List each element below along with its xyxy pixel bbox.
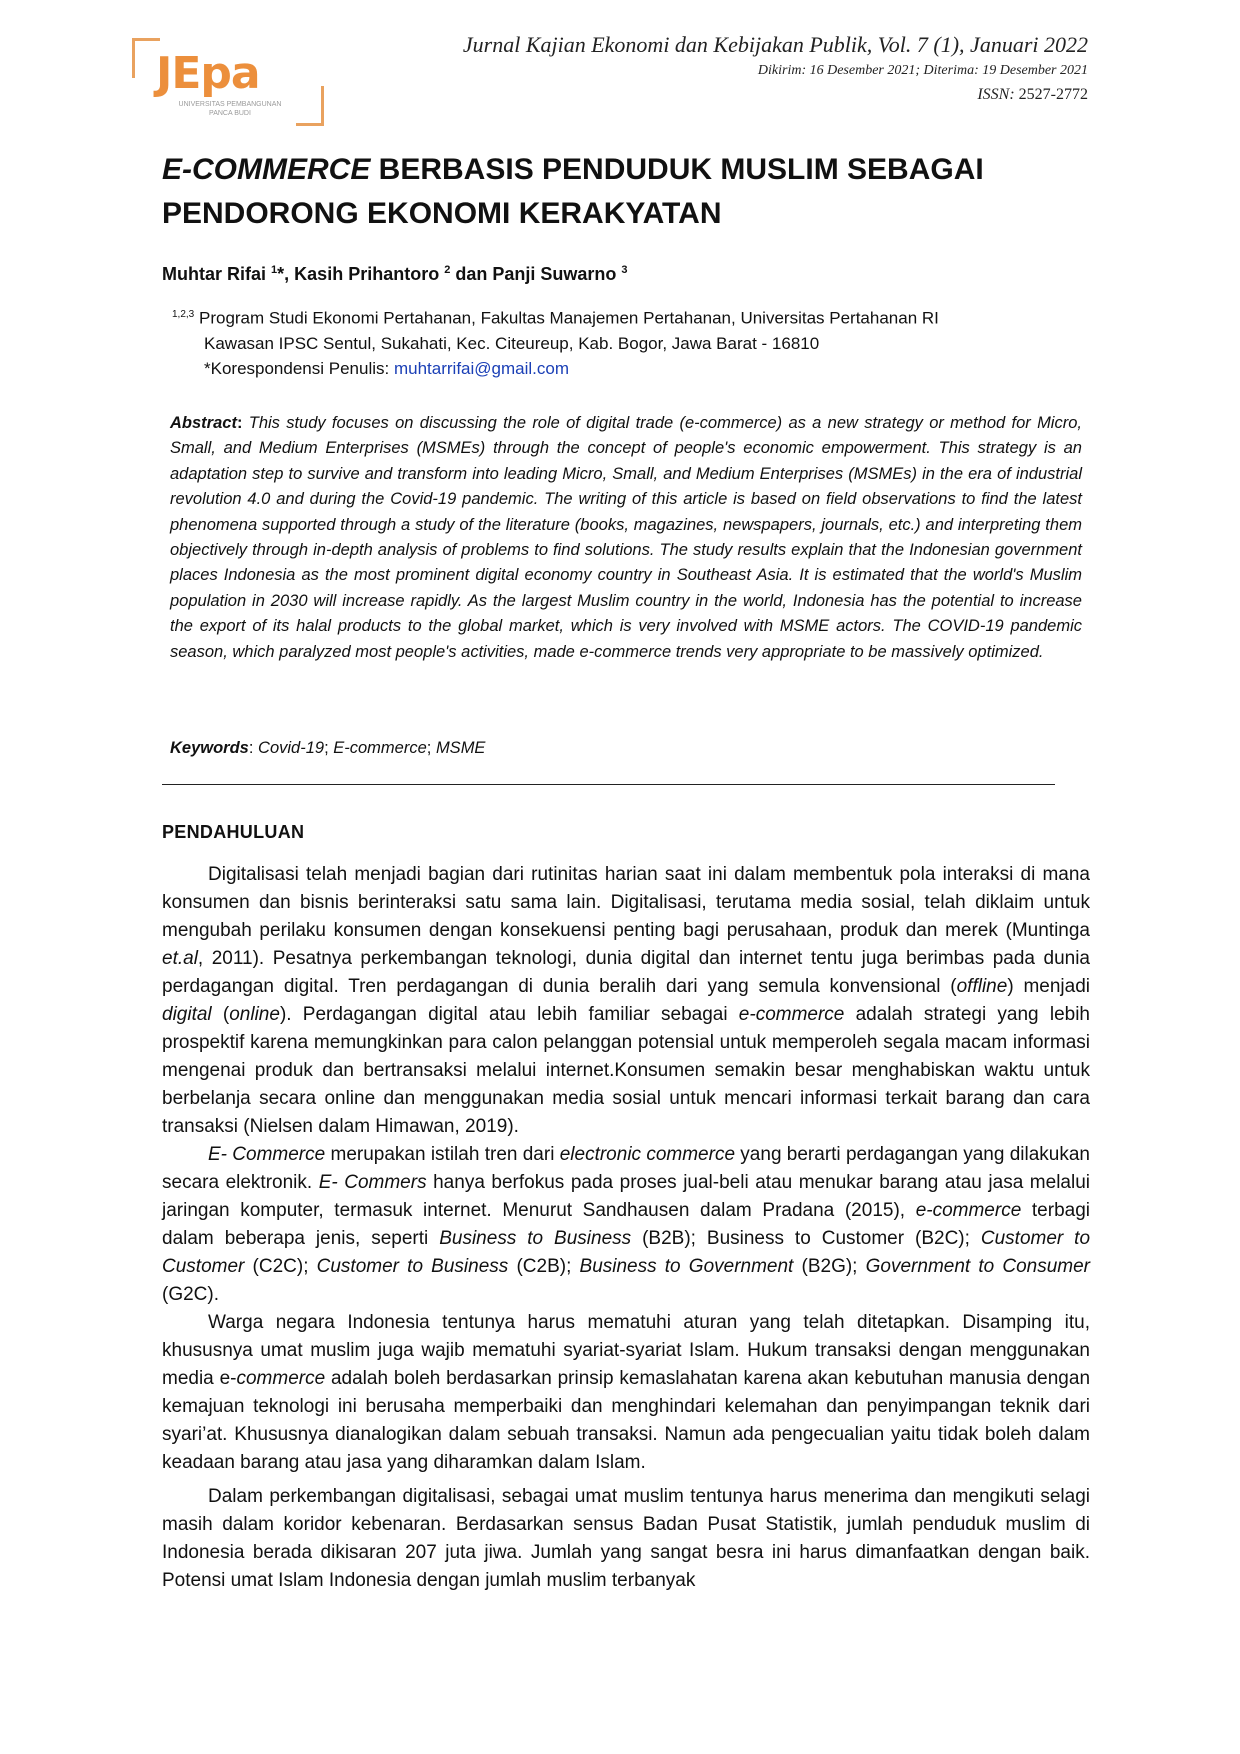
journal-logo: [132, 38, 324, 126]
correspondence-label: *Korespondensi Penulis:: [204, 358, 394, 378]
paragraph: [162, 1141, 1090, 1309]
article-title: [162, 148, 1090, 236]
issn: [977, 86, 1088, 104]
keyword: Covid-19: [258, 739, 325, 757]
italic-text-run: E- Commerce: [208, 1144, 326, 1165]
keyword: E-commerce: [333, 739, 427, 757]
keywords: Keywords: Covid-19; E-commerce; MSME: [170, 739, 486, 757]
italic-text-run: commerce: [236, 1368, 326, 1389]
text-run: ) menjadi: [1007, 976, 1090, 997]
text-run: (C2C);: [244, 1256, 317, 1277]
author-sup: 2: [444, 264, 451, 276]
abstract-label: Abstract: [170, 414, 237, 432]
italic-text-run: et.al: [162, 948, 198, 969]
logo-frame-right: [321, 86, 324, 126]
text-run: yang berarti perdagangan yang dilakukan secara elektronik.: [162, 1144, 1090, 1193]
text-run: (G2C).: [162, 1284, 219, 1305]
text-run: (: [211, 1004, 230, 1025]
text-run: (C2B);: [508, 1256, 580, 1277]
italic-text-run: electronic commerce: [559, 1144, 736, 1165]
author-list: [162, 264, 628, 285]
keyword: MSME: [435, 739, 486, 757]
paragraph: [162, 1483, 1090, 1595]
logo-wordmark: JEpa: [156, 48, 260, 99]
italic-text-run: online: [229, 1004, 280, 1025]
author-name: Muhtar Rifai: [162, 264, 267, 284]
italic-text-run: digital: [162, 1004, 212, 1025]
text-run: hanya berfokus pada proses jual-beli atau menukar barang atau jasa melalui jaringan komputer, termasuk internet. Menurut Sandhausen dalam Pradana (2015),: [162, 1172, 1090, 1221]
italic-text-run: offline: [956, 976, 1008, 997]
text-run: Dalam perkembangan digitalisasi, sebagai umat muslim tentunya harus menerima dan mengikuti selagi masih dalam koridor kebenaran. Berdasarkan sensus Badan Pusat Statistik, jumlah penduduk muslim di Indonesia berada dikisaran 207 juta jiwa. Jumlah yang sangat besra ini harus dimanfaatkan dengan baik. Potensi umat Islam Indonesia dengan jumlah muslim terbanyak: [162, 1486, 1090, 1591]
abstract: Abstract: This study focuses on discussing the role of digital trade (e-commerce) as a new strategy or method for Micro, Small, and Medium Enterprises (MSMEs) through the concept of people's economic empowerment. This strategy is an adaptation step to survive and transform into leading Micro, Small, and Medium Enterprises (MSMEs) in the era of industrial revolution 4.0 and during the Covid-19 pandemic. The writing of this article is based on field observations to find the latest phenomena supported through a study of the literature (books, magazines, newspapers, journals, etc.) and interpreting them objectively through in-depth analysis of problems to find solutions. The study results explain that the Indonesian government places Indonesia as the most prominent digital economy country in Southeast Asia. It is estimated that the world's Muslim population in 2030 will increase rapidly. As the largest Muslim country in the world, Indonesia has the potential to increase the export of its halal products to the global market, which is very involved with MSME actors. The COVID-19 pandemic season, which paralyzed most people's activities, made e-commerce trends very appropriate to be massively optimized.: [170, 414, 1082, 661]
issn-value: 2527-2772: [1018, 86, 1088, 103]
affiliation-block: [172, 302, 939, 381]
italic-text-run: Business to Government: [579, 1256, 794, 1277]
italic-text-run: e-commerce: [738, 1004, 845, 1025]
italic-text-run: e-commerce: [915, 1200, 1022, 1221]
text-run: Digitalisasi telah menjadi bagian dari rutinitas harian saat ini dalam membentuk pola interaksi di mana konsumen dan bisnis berinteraksi satu sama lain. Digitalisasi, terutama media sosial, telah diklaim untuk mengubah perilaku konsumen dengan konsekuensi penting bagi perusahaan, produk dan merek (Muntinga: [162, 864, 1090, 941]
affiliation-line: [172, 302, 939, 331]
abstract-text: This study focuses on discussing the role of digital trade (e-commerce) as a new strategy or method for Micro, Small, and Medium Enterprises (MSMEs) through the concept of people's economic empowerment. This strategy is an adaptation step to survive and transform into leading Micro, Small, and Medium Enterprises (MSMEs) in the era of industrial revolution 4.0 and during the Covid-19 pandemic. The writing of this article is based on field observations to find the latest phenomena supported through a study of the literature (books, magazines, newspapers, journals, etc.) and interpreting them objectively through in-depth analysis of problems to find solutions. The study results explain that the Indonesian government places Indonesia as the most prominent digital economy country in Southeast Asia. It is estimated that the world's Muslim population in 2030 will increase rapidly. As the largest Muslim country in the world, Indonesia has the potential to increase the export of its halal products to the global market, which is very involved with MSME actors. The COVID-19 pandemic season, which paralyzed most people's activities, made e-commerce trends very appropriate to be massively optimized.: [170, 414, 1082, 661]
logo-frame-bottom: [296, 123, 324, 126]
text-run: (B2B); Business to Customer (B2C);: [631, 1228, 981, 1249]
author-separator: dan: [450, 264, 493, 284]
affiliation-sup: 1,2,3: [172, 309, 195, 320]
author-sup: 1: [271, 264, 278, 276]
text-run: merupakan istilah tren dari: [325, 1144, 560, 1165]
correspondence-email-link[interactable]: muhtarrifai@gmail.com: [393, 358, 569, 378]
text-run: Warga negara Indonesia tentunya harus mematuhi aturan yang telah ditetapkan. Disamping itu, khususnya umat muslim juga wajib mematuhi syariat-syariat Islam. Hukum transaksi dengan menggunakan media e-: [162, 1312, 1090, 1389]
author-sup: 3: [621, 264, 628, 276]
body-text: [162, 861, 1090, 1595]
title-italic: E-COMMERCE: [162, 153, 371, 186]
logo-university: UNIVERSITAS PEMBANGUNAN PANCA BUDI: [178, 101, 282, 117]
italic-text-run: Government to Consumer: [865, 1256, 1091, 1277]
journal-name: Jurnal Kajian Ekonomi dan Kebijakan Publik, Vol. 7 (1), Januari 2022: [462, 32, 1088, 57]
issn-label: ISSN:: [977, 86, 1015, 103]
section-heading: PENDAHULUAN: [162, 822, 305, 842]
author-name: Panji Suwarno: [492, 264, 617, 284]
separator-rule: [162, 784, 1055, 785]
italic-text-run: Customer to Business: [316, 1256, 509, 1277]
logo-frame-top: [132, 38, 160, 41]
author-separator: *,: [277, 264, 295, 284]
text-run: adalah strategi yang lebih prospektif karena memungkinkan para calon pelanggan potensial untuk memperoleh segala macam informasi mengenai produk dan bertransaksi melalui internet.Konsumen semakin besar menghabiskan waktu untuk berbelanja secara online dan menggunakan media sosial untuk mencari informasi terkait barang dan cara transaksi (Nielsen dalam Himawan, 2019).: [162, 1004, 1090, 1137]
affiliation-address: Kawasan IPSC Sentul, Sukahati, Kec. Citeureup, Kab. Bogor, Jawa Barat - 16810: [204, 333, 820, 353]
text-run: adalah boleh berdasarkan prinsip kemaslahatan karena akan kebutuhan manusia dengan kemajuan teknologi ini berusaha memperbaiki dan menghindari kelemahan dan penyimpangan teknik dari syari’at. Khususnya dianalogikan dalam sebuah transaksi. Namun ada pengecualian yaitu tidak boleh dalam keadaan barang atau jasa yang diharamkan dalam Islam.: [162, 1368, 1091, 1473]
author-name: Kasih Prihantoro: [294, 264, 440, 284]
paragraph: [162, 1309, 1090, 1477]
text-run: terbagi dalam beberapa jenis, seperti: [162, 1200, 1090, 1249]
text-run: , 2011). Pesatnya perkembangan teknologi, dunia digital dan internet tentu juga berimbas pada dunia perdagangan digital. Tren perdagangan di dunia beralih dari yang semula konvensional (: [162, 948, 1090, 997]
correspondence-line: [172, 356, 939, 381]
italic-text-run: E- Commers: [318, 1172, 427, 1193]
text-run: ). Perdagangan digital atau lebih familiar sebagai: [279, 1004, 739, 1025]
keywords-label: Keywords: [170, 739, 249, 757]
logo-frame-left: [132, 38, 135, 78]
affiliation-text: Program Studi Ekonomi Pertahanan, Fakultas Manajemen Pertahanan, Universitas Pertahanan RI: [198, 308, 939, 328]
submission-dates: Dikirim: 16 Desember 2021; Diterima: 19 Desember 2021: [757, 63, 1088, 78]
title-rest: BERBASIS PENDUDUK MUSLIM SEBAGAI PENDORONG EKONOMI KERAKYATAN: [162, 153, 984, 230]
italic-text-run: Customer to Customer: [162, 1228, 1091, 1277]
italic-text-run: Business to Business: [439, 1228, 632, 1249]
paragraph: [162, 861, 1090, 1141]
text-run: (B2G);: [793, 1256, 866, 1277]
